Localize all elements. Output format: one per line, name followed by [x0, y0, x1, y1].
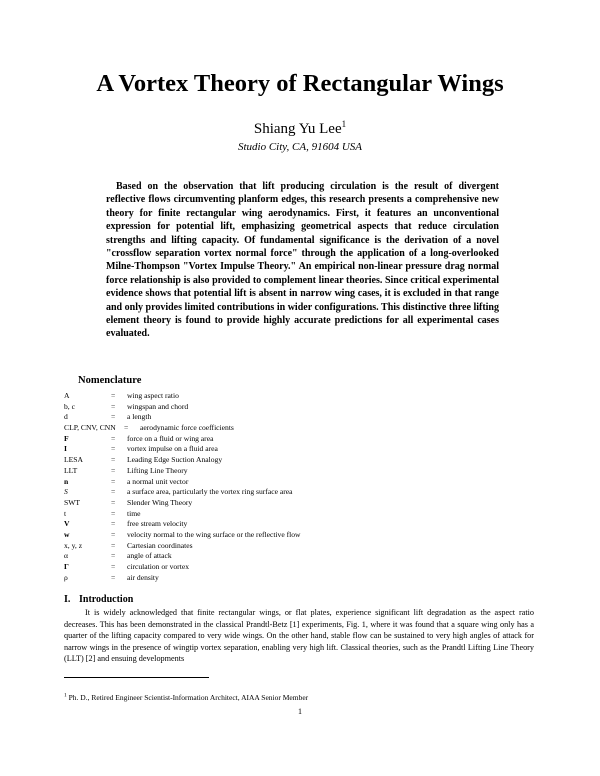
footnote-text: Ph. D., Retired Engineer Scientist-Information Architect, AIAA Senior Member	[68, 693, 309, 702]
nomenclature-definition: air density	[127, 572, 159, 582]
nomenclature-symbol: w	[64, 529, 70, 539]
nomenclature-definition: a length	[127, 412, 152, 422]
nomenclature-definition: wingspan and chord	[127, 401, 189, 411]
footnote-divider	[64, 677, 209, 678]
nomenclature-definition: time	[127, 508, 141, 518]
nomenclature-definition: vortex impulse on a fluid area	[127, 444, 218, 454]
nomenclature-equals: =	[111, 465, 116, 475]
nomenclature-symbol: LESA	[64, 455, 83, 465]
nomenclature-definition: aerodynamic force coefficients	[140, 423, 234, 433]
author-affiliation: Studio City, CA, 91604 USA	[237, 141, 363, 153]
nomenclature-equals: =	[111, 487, 116, 497]
nomenclature-symbol: Γ	[64, 562, 69, 571]
abstract: Based on the observation that lift producing circulation is the result of divergent reflective flows circumventing planform edges, this research presents a comprehensive new theory for finite rectangular wing aerodynamics. First, it features an unconventional expression for potential lift, emphasizing geometrical aspects that reduce circulation strengths and lifting capacity. Of fundamental significance is the derivation of a novel "crossflow separation vortex normal force" through the application of a long-overlooked Milne-Thompson "Vortex Impulse Theory." An empirical non-linear pressure drag normal force relationship is also provided to complement linear theories. Since critical experimental evidence shows that potential lift is absent in narrow wing cases, it is excluded in that range and only provides limited contributions in wider configurations. This distinctive three lifting element theory is found to provide highly accurate predictions for all experimental cases evaluated.	[106, 181, 499, 340]
nomenclature-equals: =	[111, 508, 116, 518]
nomenclature-symbol: CLP, CNV, CNN	[64, 423, 116, 433]
nomenclature-definition: velocity normal to the wing surface or the reflective flow	[127, 529, 301, 539]
nomenclature-equals: =	[111, 455, 116, 465]
nomenclature-definition: Slender Wing Theory	[127, 497, 193, 507]
nomenclature-equals: =	[111, 551, 116, 561]
section-number: I.	[64, 594, 71, 605]
nomenclature-equals: =	[111, 572, 116, 582]
nomenclature-symbol: SWT	[64, 497, 81, 507]
nomenclature-equals: =	[124, 423, 129, 433]
author-name	[0, 121, 600, 138]
author-name-text: Shiang Yu Lee	[253, 121, 342, 137]
nomenclature-symbol: F	[64, 433, 69, 443]
nomenclature-symbol: LLT	[64, 465, 78, 475]
page-number: 1	[298, 707, 302, 716]
section-heading	[64, 594, 133, 605]
introduction-paragraph: It is widely acknowledged that finite rectangular wings, or flat plates, experience significant lift degradation as the aspect ratio decreases. This has been demonstrated in the classical Prandtl-Betz [1] experiments, Fig. 1, where it was found that a square wing only has a quarter of the lifting capacity compared to very wide wings. On the other hand, stable flow can be sustained to very high angles of attack for narrow wings in the presence of wingtip vortex separation, enabling very high lift. Classical theories, such as the Prandtl Lifting Line Theory (LLT) [2] and ensuing developments	[64, 608, 534, 663]
nomenclature-symbol: n	[64, 476, 69, 486]
nomenclature-symbol: α	[64, 551, 68, 561]
nomenclature-definition: wing aspect ratio	[127, 391, 179, 400]
nomenclature-equals: =	[111, 433, 116, 443]
paper-title: A Vortex Theory of Rectangular Wings	[96, 70, 504, 97]
footnote-mark: 1	[64, 692, 67, 699]
nomenclature-equals: =	[111, 497, 116, 507]
nomenclature-symbol: t	[64, 508, 67, 518]
nomenclature-symbol: b, c	[64, 401, 75, 411]
nomenclature-definition: angle of attack	[127, 551, 172, 561]
nomenclature-equals: =	[111, 540, 116, 550]
nomenclature-definition: a surface area, particularly the vortex ring surface area	[127, 487, 293, 497]
nomenclature-definition: circulation or vortex	[127, 562, 189, 571]
nomenclature-definition: force on a fluid or wing area	[127, 433, 214, 443]
nomenclature-symbol: S	[64, 487, 68, 497]
nomenclature-equals: =	[111, 444, 116, 454]
nomenclature-definition: a normal unit vector	[127, 476, 189, 486]
nomenclature-symbol: x, y, z	[64, 540, 83, 550]
nomenclature-definition: free stream velocity	[127, 519, 188, 529]
nomenclature-definition: Cartesian coordinates	[127, 540, 193, 550]
nomenclature-symbol: ρ	[64, 572, 68, 582]
nomenclature-equals: =	[111, 391, 116, 400]
nomenclature-symbol: V	[64, 519, 70, 529]
nomenclature-equals: =	[111, 412, 116, 422]
nomenclature-equals: =	[111, 476, 116, 486]
nomenclature-symbol: d	[64, 412, 68, 422]
nomenclature-equals: =	[111, 562, 116, 571]
nomenclature-equals: =	[111, 401, 116, 411]
author-footnote-mark: 1	[341, 119, 347, 129]
nomenclature-equals: =	[111, 519, 116, 529]
nomenclature-definition: Leading Edge Suction Analogy	[127, 455, 223, 465]
nomenclature-symbol: A	[64, 391, 70, 400]
nomenclature-equals: =	[111, 529, 116, 539]
nomenclature-heading: Nomenclature	[78, 375, 142, 386]
nomenclature-definition: Lifting Line Theory	[127, 465, 188, 475]
section-title: Introduction	[79, 594, 134, 605]
footnote	[64, 693, 308, 702]
nomenclature-symbol: I	[64, 444, 67, 454]
